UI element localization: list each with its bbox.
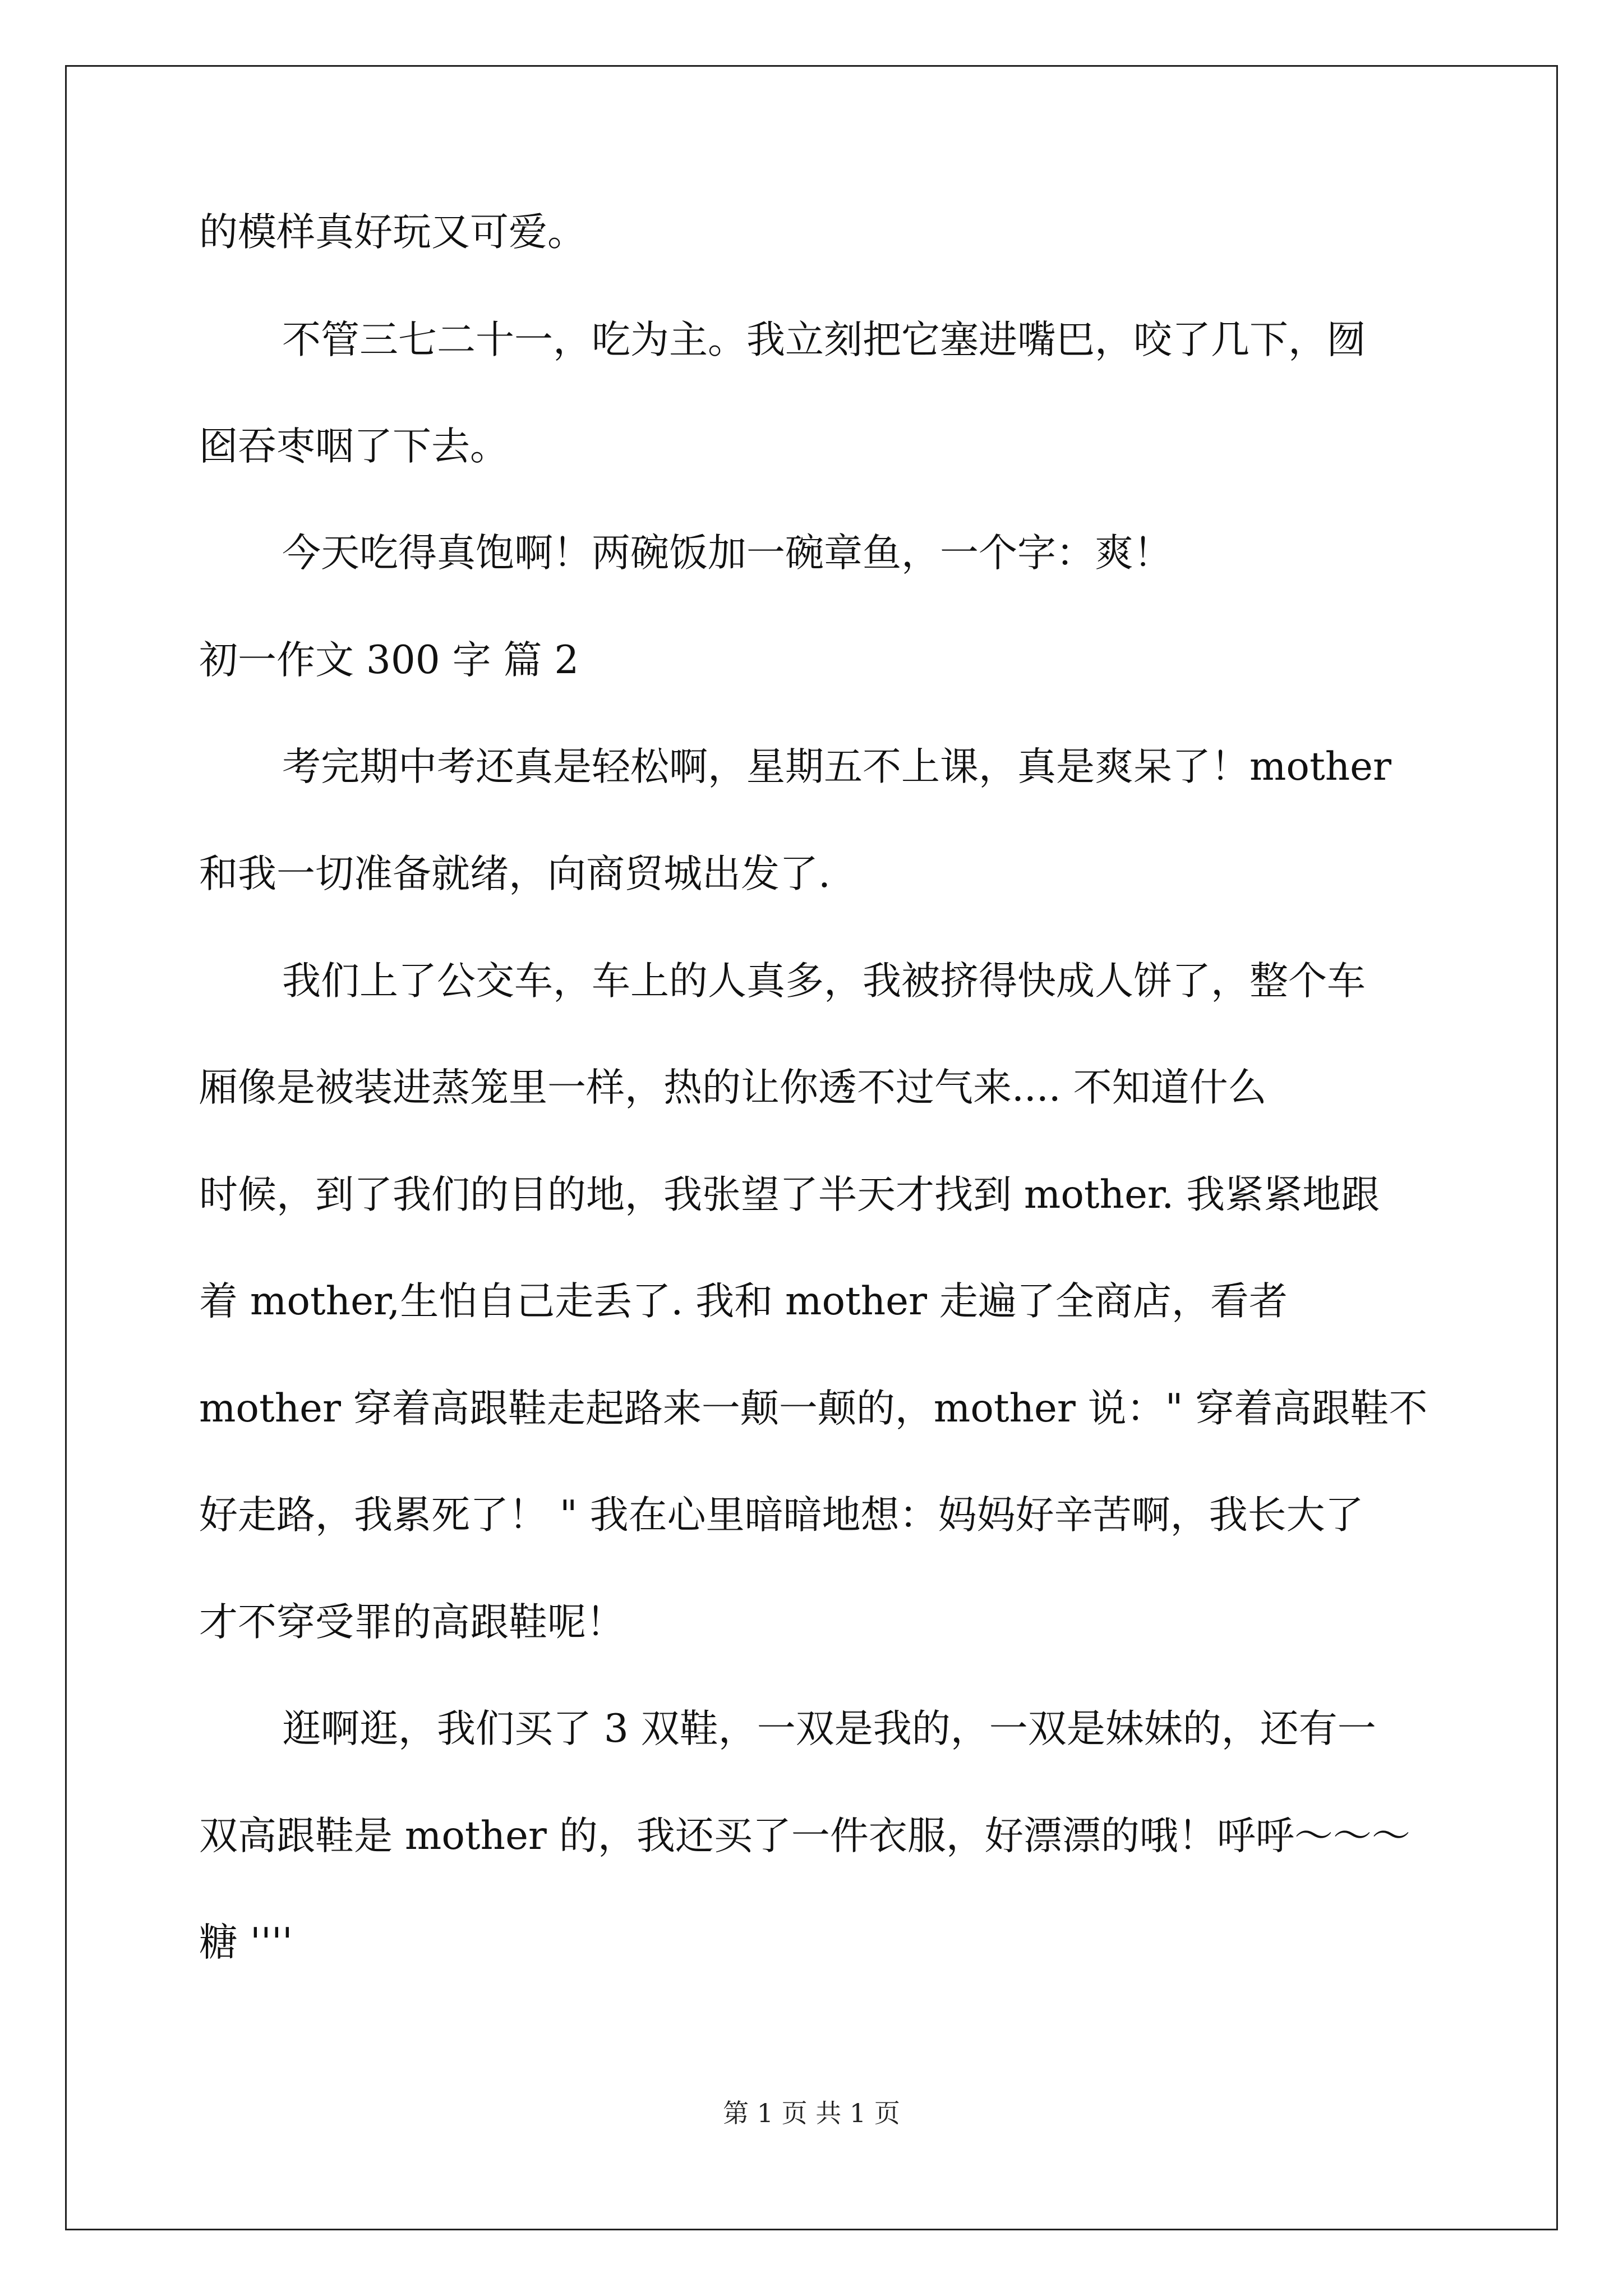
text-line: 的模样真好玩又可爱。	[199, 210, 586, 255]
text-line: 好走路，我累死了！ " 我在心里暗暗地想：妈妈好辛苦啊，我长大了	[199, 1493, 1364, 1538]
page-border	[65, 65, 1558, 2230]
paragraph-line: 不管三七二十一，吃为主。我立刻把它塞进嘴巴，咬了几下，囫	[282, 318, 1366, 362]
text-line: 厢像是被装进蒸笼里一样，热的让你透不过气来.... 不知道什么	[199, 1065, 1267, 1110]
text-line: 着 mother,生怕自己走丢了. 我和 mother 走遍了全商店，看者	[199, 1279, 1288, 1324]
text-line: 糖 ''''	[199, 1920, 293, 1965]
text-line: 和我一切准备就绪，向商贸城出发了.	[199, 852, 831, 896]
page-footer: 第 1 页 共 1 页	[723, 2098, 900, 2128]
text-line: 时候，到了我们的目的地，我张望了半天才找到 mother. 我紧紧地跟	[199, 1172, 1380, 1217]
paragraph-line: 考完期中考还真是轻松啊，星期五不上课，真是爽呆了！mother	[282, 744, 1391, 789]
paragraph-line: 今天吃得真饱啊！两碗饭加一碗章鱼，一个字：爽！	[282, 531, 1172, 576]
text-line: 才不穿受罪的高跟鞋呢！	[199, 1600, 625, 1645]
text-line: 双高跟鞋是 mother 的，我还买了一件衣服，好漂漂的哦！呼呼～～～	[199, 1814, 1410, 1858]
paragraph-line: 逛啊逛，我们买了 3 双鞋，一双是我的，一双是妹妹的，还有一	[282, 1706, 1376, 1751]
text-line: 囵吞枣咽了下去。	[199, 424, 509, 469]
paragraph-line: 我们上了公交车，车上的人真多，我被挤得快成人饼了，整个车	[282, 959, 1366, 1004]
text-line: mother 穿着高跟鞋走起路来一颠一颠的，mother 说：" 穿着高跟鞋不	[199, 1386, 1428, 1431]
section-heading: 初一作文 300 字 篇 2	[199, 638, 579, 683]
